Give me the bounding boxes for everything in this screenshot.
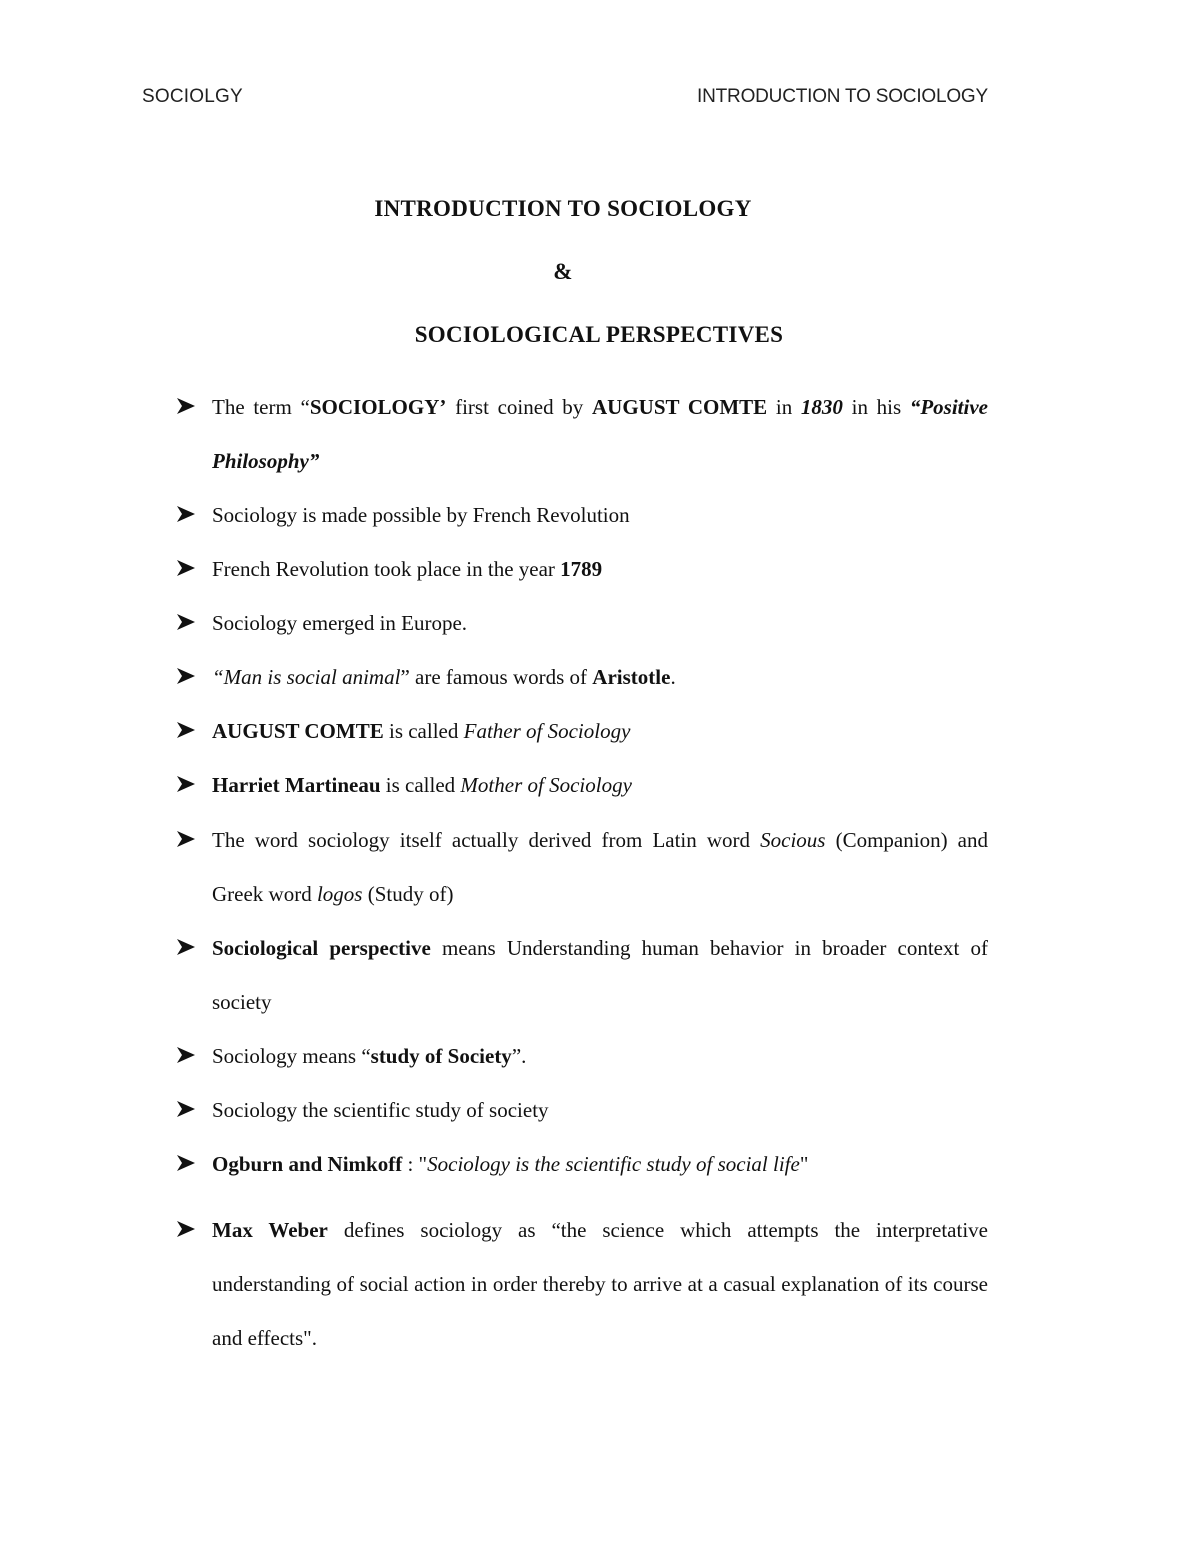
list-item: [176, 1137, 988, 1191]
right-arrowhead-icon: [176, 1100, 196, 1118]
list-item: [176, 813, 988, 921]
list-item-text: Sociology the scientific study of society: [212, 1098, 549, 1122]
right-arrowhead-icon: [176, 667, 196, 685]
list-item-text: Harriet Martineau is called Mother of Sociology: [212, 773, 632, 797]
list-item: [176, 650, 988, 704]
right-arrowhead-icon: [176, 613, 196, 631]
list-item-text: The term “SOCIOLOGY’ first coined by AUGUST COMTE in 1830 in his “Positive Philosophy”: [212, 395, 988, 473]
list-item-text: Sociology emerged in Europe.: [212, 611, 468, 635]
right-arrowhead-icon: [176, 830, 196, 848]
title-line-3: SOCIOLOGICAL PERSPECTIVES: [414, 322, 784, 347]
right-arrowhead-icon: [176, 397, 196, 415]
list-item-text: The word sociology itself actually derived from Latin word Socious (Companion) and Greek word logos (Study of): [212, 828, 988, 906]
list-item: [176, 542, 988, 596]
list-item: [176, 758, 988, 812]
title-ampersand: &: [553, 259, 573, 284]
right-arrowhead-icon: [176, 1154, 196, 1172]
list-item: [176, 1083, 988, 1137]
right-arrowhead-icon: [176, 1046, 196, 1064]
list-item-text: Max Weber defines sociology as “the science which attempts the interpretative understanding of social action in order thereby to arrive at a casual explanation of its course and effects".: [212, 1218, 988, 1350]
list-item-text: Sociology means “study of Society”.: [212, 1044, 527, 1068]
list-item-text: “Man is social animal” are famous words of Aristotle.: [212, 665, 676, 689]
list-item: [176, 596, 988, 650]
right-arrowhead-icon: [176, 1220, 196, 1238]
list-item-text: Sociological perspective means Understanding human behavior in broader context of society: [212, 936, 988, 1014]
list-item-text: Ogburn and Nimkoff : "Sociology is the scientific study of social life": [212, 1152, 809, 1176]
right-arrowhead-icon: [176, 559, 196, 577]
list-item: [176, 704, 988, 758]
list-item: [176, 380, 988, 488]
header-right: INTRODUCTION TO SOCIOLOGY: [697, 86, 988, 107]
right-arrowhead-icon: [176, 775, 196, 793]
list-item-text: Sociology is made possible by French Revolution: [212, 503, 630, 527]
list-item: [176, 1029, 988, 1083]
header-left: SOCIOLGY: [142, 86, 243, 107]
list-item: [176, 1203, 988, 1365]
right-arrowhead-icon: [176, 938, 196, 956]
right-arrowhead-icon: [176, 721, 196, 739]
list-item-text: French Revolution took place in the year 1789: [212, 557, 603, 581]
title-line-1: INTRODUCTION TO SOCIOLOGY: [374, 196, 752, 221]
list-item-text: AUGUST COMTE is called Father of Sociology: [212, 719, 631, 743]
right-arrowhead-icon: [176, 505, 196, 523]
list-item: [176, 921, 988, 1029]
list-item: [176, 488, 988, 542]
